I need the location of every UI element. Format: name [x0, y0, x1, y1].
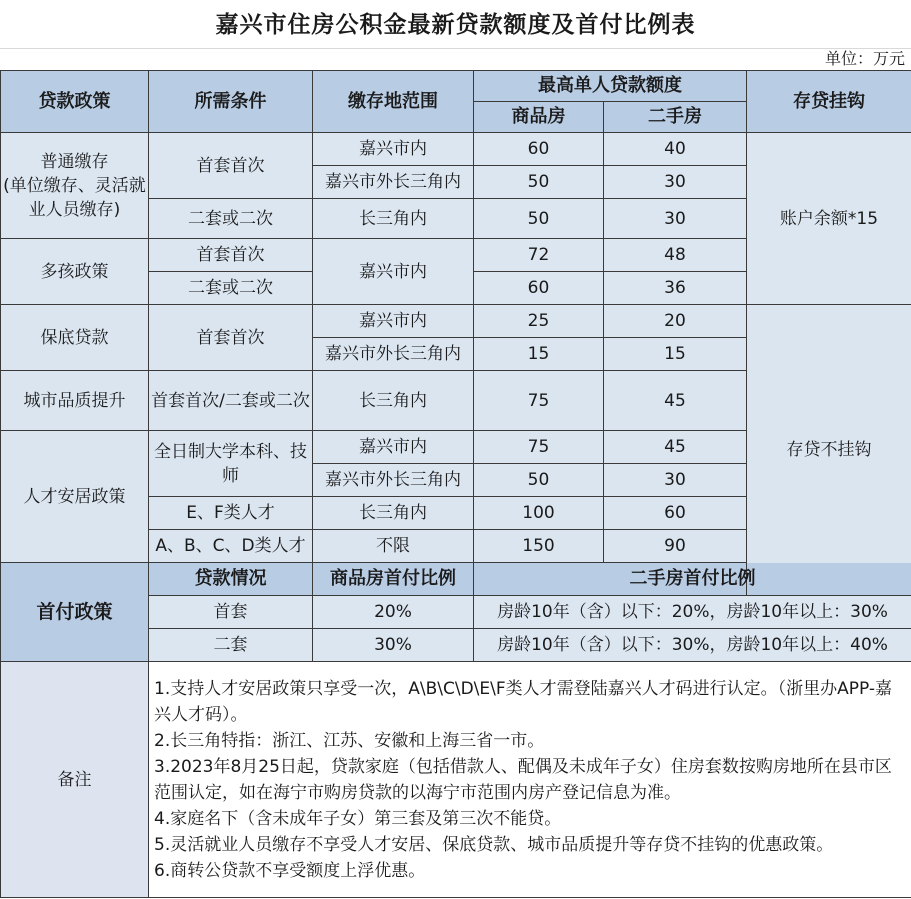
header-area: 缴存地范围 — [313, 71, 474, 133]
cond-second: 二套或二次 — [149, 199, 313, 239]
amount-cell: 72 — [474, 239, 604, 272]
amount-cell: 36 — [604, 272, 747, 305]
note-item: 2.长三角特指：浙江、江苏、安徽和上海三省一市。 — [154, 730, 545, 751]
cond-talent-bachelor: 全日制大学本科、技师 — [149, 431, 313, 497]
area-cell: 嘉兴市内 — [313, 305, 474, 338]
cond-first: 首套首次 — [149, 133, 313, 199]
note-item: 5.灵活就业人员缴存不享受人才安居、保底贷款、城市品质提升等存贷不挂钩的优惠政策。 — [154, 834, 834, 855]
area-cell: 嘉兴市外长三角内 — [313, 166, 474, 199]
note-item: 1.支持人才安居政策只享受一次，A\B\C\D\E\F类人才需登陆嘉兴人才码进行认定。（浙里办APP-嘉兴人才码）。 — [154, 678, 893, 725]
unit-label: 单位：万元 — [824, 49, 905, 68]
dp-second-commercial: 30% — [313, 629, 474, 662]
policy-talent: 人才安居政策 — [1, 431, 149, 563]
amount-cell: 150 — [474, 530, 604, 563]
amount-cell: 45 — [604, 431, 747, 464]
policy-multi-child: 多孩政策 — [1, 239, 149, 305]
amount-cell: 30 — [604, 166, 747, 199]
amount-cell: 25 — [474, 305, 604, 338]
amount-cell: 48 — [604, 239, 747, 272]
dp-second: 二套 — [149, 629, 313, 662]
amount-cell: 60 — [474, 272, 604, 305]
amount-cell: 20 — [604, 305, 747, 338]
amount-cell: 100 — [474, 497, 604, 530]
amount-cell: 50 — [474, 166, 604, 199]
loan-table — [0, 70, 911, 898]
cond-city-quality: 首套首次/二套或二次 — [149, 371, 313, 431]
amount-cell: 30 — [604, 199, 747, 239]
header-policy: 贷款政策 — [1, 71, 149, 133]
area-cell: 嘉兴市外长三角内 — [313, 338, 474, 371]
amount-cell: 15 — [604, 338, 747, 371]
policy-city-quality: 城市品质提升 — [1, 371, 149, 431]
amount-cell: 50 — [474, 464, 604, 497]
dp-first-commercial: 20% — [313, 596, 474, 629]
amount-cell: 60 — [604, 497, 747, 530]
cond-second: 二套或二次 — [149, 272, 313, 305]
area-cell: 嘉兴市内 — [313, 431, 474, 464]
dp-second-secondhand: 房龄10年（含）以下：30%，房龄10年以上：40% — [474, 629, 911, 662]
amount-cell: 15 — [474, 338, 604, 371]
policy-normal: 普通缴存 (单位缴存、灵活就业人员缴存) — [1, 133, 149, 239]
dp-first-secondhand: 房龄10年（含）以下：20%，房龄10年以上：30% — [474, 596, 911, 629]
cond-first: 首套首次 — [149, 239, 313, 272]
area-cell: 长三角内 — [313, 199, 474, 239]
dp-header-situation: 贷款情况 — [149, 563, 313, 596]
amount-cell: 45 — [604, 371, 747, 431]
page-title: 嘉兴市住房公积金最新贷款额度及首付比例表 — [0, 0, 911, 49]
deposit-no-link: 存贷不挂钩 — [747, 305, 911, 596]
amount-cell: 60 — [474, 133, 604, 166]
area-cell: 嘉兴市内 — [313, 239, 474, 305]
note-item: 4.家庭名下（含未成年子女）第三套及第三次不能贷。 — [154, 808, 562, 829]
area-cell: 嘉兴市内 — [313, 133, 474, 166]
area-cell: 长三角内 — [313, 371, 474, 431]
area-cell: 长三角内 — [313, 497, 474, 530]
amount-cell: 50 — [474, 199, 604, 239]
down-payment-label: 首付政策 — [1, 563, 149, 662]
dp-first: 首套 — [149, 596, 313, 629]
policy-guarantee: 保底贷款 — [1, 305, 149, 371]
dp-header-secondhand: 二手房首付比例 — [474, 563, 911, 596]
amount-cell: 75 — [474, 371, 604, 431]
amount-cell: 90 — [604, 530, 747, 563]
notes-label: 备注 — [1, 662, 149, 898]
amount-cell: 30 — [604, 464, 747, 497]
cond-talent-ef: E、F类人才 — [149, 497, 313, 530]
header-max-amount: 最高单人贷款额度 — [474, 71, 747, 102]
amount-cell: 75 — [474, 431, 604, 464]
cond-talent-abcd: A、B、C、D类人才 — [149, 530, 313, 563]
header-deposit-link: 存贷挂钩 — [747, 71, 911, 133]
deposit-link-balance: 账户余额*15 — [747, 133, 911, 305]
notes-content — [149, 662, 911, 898]
header-condition: 所需条件 — [149, 71, 313, 133]
area-cell: 嘉兴市外长三角内 — [313, 464, 474, 497]
dp-header-commercial: 商品房首付比例 — [313, 563, 474, 596]
note-item: 6.商转公贷款不享受额度上浮优惠。 — [154, 860, 426, 881]
cond-first: 首套首次 — [149, 305, 313, 371]
header-commercial: 商品房 — [474, 102, 604, 133]
amount-cell: 40 — [604, 133, 747, 166]
note-item: 3.2023年8月25日起，贷款家庭（包括借款人、配偶及未成年子女）住房套数按购房地所在县市区范围认定，如在海宁市购房贷款的以海宁市范围内房产登记信息为准。 — [154, 756, 892, 803]
area-cell: 不限 — [313, 530, 474, 563]
header-secondhand: 二手房 — [604, 102, 747, 133]
